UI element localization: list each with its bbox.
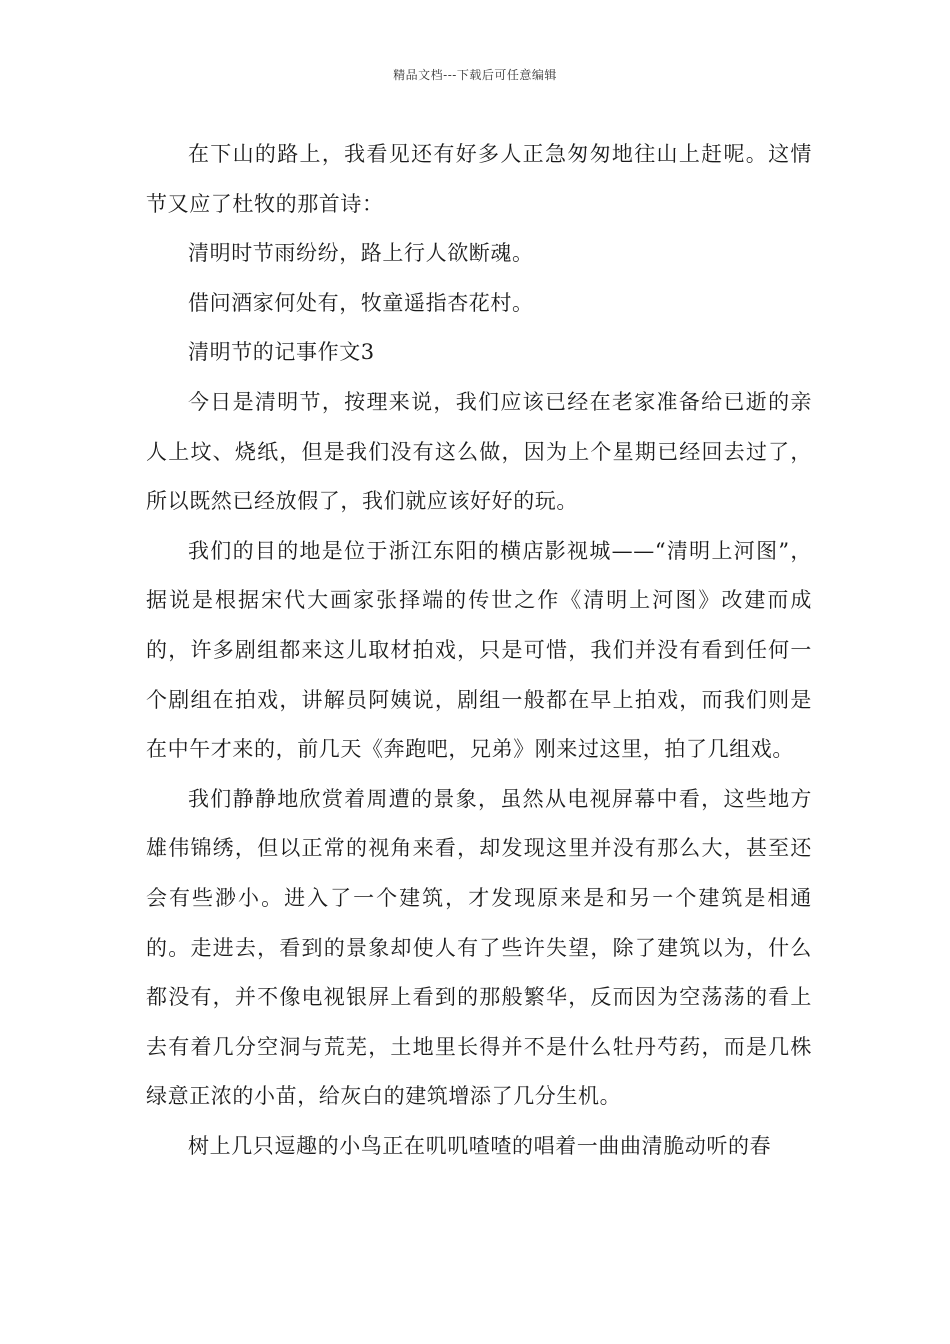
poem-line: 借问酒家何处有，牧童遥指杏花村。 xyxy=(188,290,534,315)
poem-line: 清明时节雨纷纷，路上行人欲断魂。 xyxy=(188,241,534,266)
paragraph: 我们的目的地是位于浙江东阳的横店影视城——“清明上河图”，据说是根据宋代大画家张择端的传世之作《清明上河图》改建而成的，许多剧组都来这儿取材拍戏，只是可惜，我们并没有看到任何一个剧组在拍戏，讲解员阿姨说，剧组一般都在早上拍戏，而我们则是在中午才来的，前几天《奔跑吧，兄弟》刚来过这里，拍了几组戏。 xyxy=(146,538,812,762)
paragraph: 在下山的路上，我看见还有好多人正急匆匆地往山上赶呢。这情节又应了杜牧的那首诗： xyxy=(146,142,812,216)
paragraph: 树上几只逗趣的小鸟正在叽叽喳喳的唱着一曲曲清脆动听的春 xyxy=(188,1133,772,1158)
paragraph: 我们静静地欣赏着周遭的景象，虽然从电视屏幕中看，这些地方雄伟锦绣，但以正常的视角来看，却发现这里并没有那么大，甚至还会有些渺小。进入了一个建筑，才发现原来是和另一个建筑是相通的。走进去，看到的景象却使人有了些许失望，除了建筑以为，什么都没有，并不像电视银屏上看到的那般繁华，反而因为空荡荡的看上去有着几分空洞与荒芜，土地里长得并不是什么牡丹芍药，而是几株绿意正浓的小苗，给灰白的建筑增添了几分生机。 xyxy=(146,786,812,1109)
section-title: 清明节的记事作文3 xyxy=(188,340,375,365)
document-body xyxy=(146,130,812,1171)
page-header: 精品文档---下载后可任意编辑 xyxy=(393,68,557,82)
paragraph: 今日是清明节，按理来说，我们应该已经在老家准备给已逝的亲人上坟、烧纸，但是我们没有这么做，因为上个星期已经回去过了，所以既然已经放假了，我们就应该好好的玩。 xyxy=(146,389,812,514)
